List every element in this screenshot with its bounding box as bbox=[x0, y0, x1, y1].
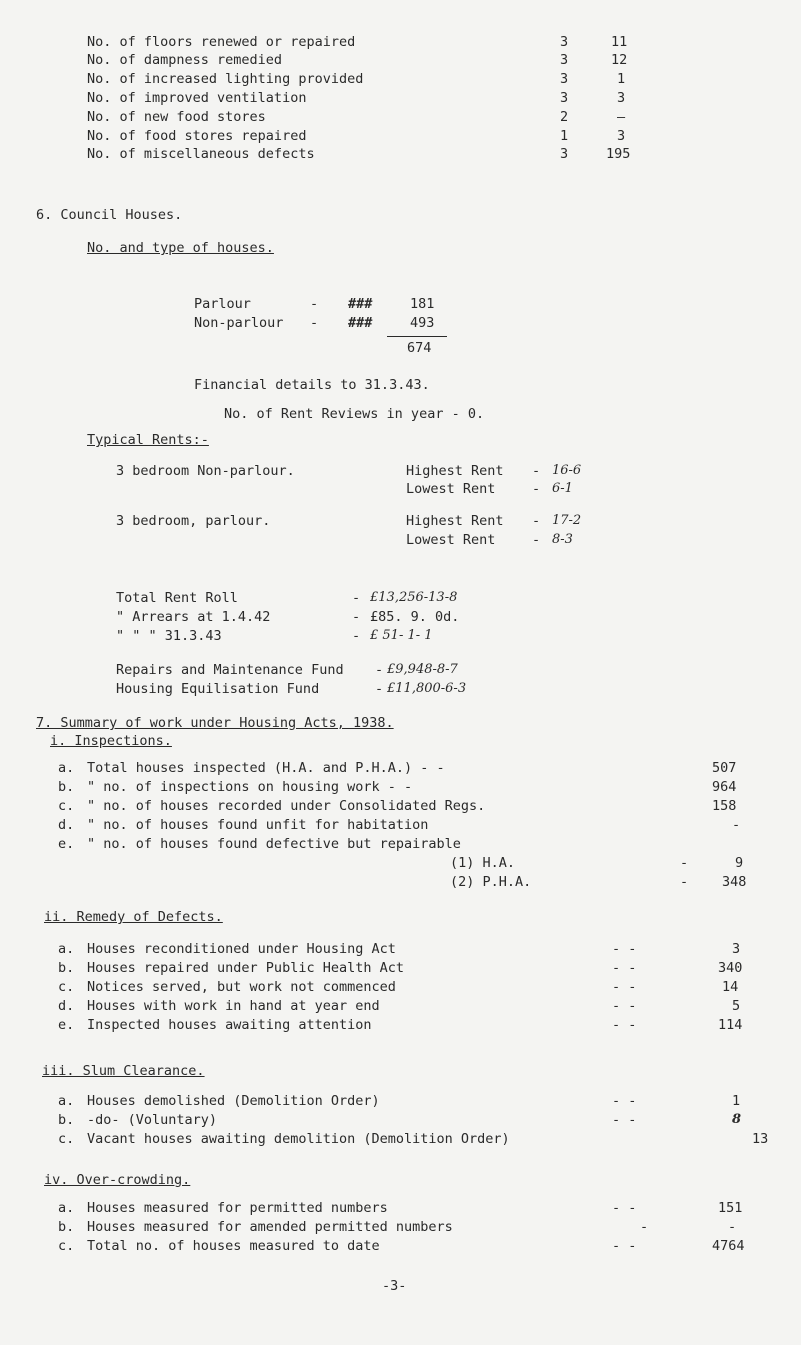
defects-label-7: No. of miscellaneous defects bbox=[87, 146, 315, 162]
remedy-value-d: 5 bbox=[732, 998, 741, 1014]
inspection-sub-1-dash: - bbox=[680, 855, 689, 871]
remedy-text-b: Houses repaired under Public Health Act bbox=[87, 960, 404, 976]
rent-high-label-2: Highest Rent bbox=[406, 513, 504, 529]
inspection-value-d: - bbox=[732, 817, 741, 833]
defects-value-b-6: 3 bbox=[617, 128, 626, 144]
section-6-heading: 6. Council Houses. bbox=[36, 207, 183, 223]
defects-value-a-2: 3 bbox=[560, 52, 569, 68]
rent-type-1: 3 bedroom Non-parlour. bbox=[116, 463, 295, 479]
rent-low-dash-1: - bbox=[532, 481, 541, 497]
rent-type-2: 3 bedroom, parlour. bbox=[116, 513, 271, 529]
arrears-2-value: £ 51- 1- 1 bbox=[370, 628, 433, 643]
overcrowding-dashes-b: - bbox=[640, 1219, 649, 1235]
inspection-text-e: " no. of houses found defective but repairable bbox=[87, 836, 461, 852]
inspection-letter-a: a. bbox=[58, 760, 75, 776]
remedy-letter-a: a. bbox=[58, 941, 75, 957]
arrears-2-dash: - bbox=[352, 628, 361, 644]
rent-low-value-1: 6-1 bbox=[552, 481, 573, 496]
parlour-struck-mark: ### bbox=[348, 296, 373, 312]
remedy-text-c: Notices served, but work not commenced bbox=[87, 979, 396, 995]
inspections-heading: i. Inspections. bbox=[50, 733, 172, 749]
inspection-text-c: " no. of houses recorded under Consolidated Regs. bbox=[87, 798, 486, 814]
arrears-1-dash: - bbox=[352, 609, 361, 625]
remedy-value-e: 114 bbox=[718, 1017, 743, 1033]
overcrowding-dashes-a: - - bbox=[612, 1200, 637, 1216]
slum-letter-b: b. bbox=[58, 1112, 75, 1128]
slum-text-b: -do- (Voluntary) bbox=[87, 1112, 218, 1128]
remedy-dashes-a: - - bbox=[612, 941, 637, 957]
repairs-fund-value: £9,948-8-7 bbox=[387, 662, 458, 677]
overcrowding-dashes-c: - - bbox=[612, 1238, 637, 1254]
defects-value-a-7: 3 bbox=[560, 146, 569, 162]
inspection-text-d: " no. of houses found unfit for habitation bbox=[87, 817, 429, 833]
remedy-value-b: 340 bbox=[718, 960, 743, 976]
arrears-2-label: " " " 31.3.43 bbox=[116, 628, 222, 644]
non-parlour-label: Non-parlour bbox=[194, 315, 284, 331]
non-parlour-dash: - bbox=[310, 315, 319, 331]
repairs-fund-dash: - bbox=[375, 662, 384, 678]
overcrowding-letter-b: b. bbox=[58, 1219, 75, 1235]
inspection-sub-2-value: 348 bbox=[722, 874, 747, 890]
overcrowding-value-c: 4764 bbox=[712, 1238, 745, 1254]
defects-label-6: No. of food stores repaired bbox=[87, 128, 307, 144]
defects-value-a-5: 2 bbox=[560, 109, 569, 125]
slum-value-b: 8 bbox=[732, 1112, 742, 1127]
arrears-1-label: " Arrears at 1.4.42 bbox=[116, 609, 271, 625]
rent-low-label-2: Lowest Rent bbox=[406, 532, 496, 548]
defects-label-5: No. of new food stores bbox=[87, 109, 266, 125]
rent-high-dash-1: - bbox=[532, 463, 541, 479]
remedy-letter-d: d. bbox=[58, 998, 75, 1014]
overcrowding-text-a: Houses measured for permitted numbers bbox=[87, 1200, 388, 1216]
non-parlour-count: 493 bbox=[410, 315, 435, 331]
rent-reviews: No. of Rent Reviews in year - 0. bbox=[224, 406, 485, 422]
remedy-letter-c: c. bbox=[58, 979, 75, 995]
parlour-label: Parlour bbox=[194, 296, 251, 312]
inspection-letter-b: b. bbox=[58, 779, 75, 795]
defects-label-3: No. of increased lighting provided bbox=[87, 71, 364, 87]
rent-high-value-1: 16-6 bbox=[552, 463, 582, 478]
remedy-text-a: Houses reconditioned under Housing Act bbox=[87, 941, 396, 957]
remedy-value-a: 3 bbox=[732, 941, 741, 957]
overcrowding-letter-a: a. bbox=[58, 1200, 75, 1216]
slum-dashes-a: - - bbox=[612, 1093, 637, 1109]
section-7-heading: 7. Summary of work under Housing Acts, 1938. bbox=[36, 715, 394, 731]
slum-text-c: Vacant houses awaiting demolition (Demolition Order) bbox=[87, 1131, 510, 1147]
inspection-text-b: " no. of inspections on housing work - - bbox=[87, 779, 413, 795]
defects-value-b-4: 3 bbox=[617, 90, 626, 106]
inspection-sub-1-value: 9 bbox=[735, 855, 744, 871]
houses-total: 674 bbox=[407, 340, 432, 356]
rent-high-value-2: 17-2 bbox=[552, 513, 582, 528]
overcrowding-heading: iv. Over-crowding. bbox=[44, 1172, 191, 1188]
defects-value-a-1: 3 bbox=[560, 34, 569, 50]
slum-text-a: Houses demolished (Demolition Order) bbox=[87, 1093, 380, 1109]
inspection-text-a: Total houses inspected (H.A. and P.H.A.) - - bbox=[87, 760, 445, 776]
remedy-dashes-b: - - bbox=[612, 960, 637, 976]
rent-low-label-1: Lowest Rent bbox=[406, 481, 496, 497]
arrears-1-value: £85. 9. 0d. bbox=[370, 609, 460, 625]
overcrowding-letter-c: c. bbox=[58, 1238, 75, 1254]
remedy-dashes-c: - - bbox=[612, 979, 637, 995]
inspection-letter-d: d. bbox=[58, 817, 75, 833]
inspection-letter-c: c. bbox=[58, 798, 75, 814]
parlour-count: 181 bbox=[410, 296, 435, 312]
defects-value-a-3: 3 bbox=[560, 71, 569, 87]
slum-value-c: 13 bbox=[752, 1131, 769, 1147]
defects-value-a-4: 3 bbox=[560, 90, 569, 106]
non-parlour-struck-mark: ### bbox=[348, 315, 373, 331]
rent-roll-value: £13,256-13-8 bbox=[370, 590, 458, 605]
inspection-sub-2-label: (2) P.H.A. bbox=[450, 874, 532, 890]
overcrowding-text-b: Houses measured for amended permitted numbers bbox=[87, 1219, 453, 1235]
page-number: -3- bbox=[382, 1278, 407, 1294]
defects-value-a-6: 1 bbox=[560, 128, 569, 144]
slum-clearance-heading: iii. Slum Clearance. bbox=[42, 1063, 205, 1079]
equalisation-fund-label: Housing Equilisation Fund bbox=[116, 681, 320, 697]
remedy-heading: ii. Remedy of Defects. bbox=[44, 909, 223, 925]
inspection-sub-1-label: (1) H.A. bbox=[450, 855, 516, 871]
defects-value-b-7: 195 bbox=[606, 146, 631, 162]
remedy-letter-b: b. bbox=[58, 960, 75, 976]
inspection-sub-2-dash: - bbox=[680, 874, 689, 890]
rent-high-dash-2: - bbox=[532, 513, 541, 529]
total-rule bbox=[387, 336, 447, 337]
inspection-value-b: 964 bbox=[712, 779, 737, 795]
inspection-letter-e: e. bbox=[58, 836, 75, 852]
parlour-dash: - bbox=[310, 296, 319, 312]
overcrowding-text-c: Total no. of houses measured to date bbox=[87, 1238, 380, 1254]
defects-label-4: No. of improved ventilation bbox=[87, 90, 307, 106]
financial-details: Financial details to 31.3.43. bbox=[194, 377, 430, 393]
rent-roll-dash: - bbox=[352, 590, 361, 606]
remedy-dashes-e: - - bbox=[612, 1017, 637, 1033]
rent-low-dash-2: - bbox=[532, 532, 541, 548]
slum-letter-c: c. bbox=[58, 1131, 75, 1147]
slum-value-a: 1 bbox=[732, 1093, 741, 1109]
slum-letter-a: a. bbox=[58, 1093, 75, 1109]
rent-high-label-1: Highest Rent bbox=[406, 463, 504, 479]
repairs-fund-label: Repairs and Maintenance Fund bbox=[116, 662, 344, 678]
remedy-value-c: 14 bbox=[722, 979, 739, 995]
rent-roll-label: Total Rent Roll bbox=[116, 590, 238, 606]
slum-dashes-b: - - bbox=[612, 1112, 637, 1128]
defects-value-b-1: 11 bbox=[611, 34, 628, 50]
defects-label-2: No. of dampness remedied bbox=[87, 52, 283, 68]
rent-low-value-2: 8-3 bbox=[552, 532, 573, 547]
typical-rents-heading: Typical Rents:- bbox=[87, 432, 209, 448]
defects-value-b-5: – bbox=[617, 109, 626, 125]
remedy-text-d: Houses with work in hand at year end bbox=[87, 998, 380, 1014]
equalisation-fund-value: £11,800-6-3 bbox=[387, 681, 467, 696]
remedy-text-e: Inspected houses awaiting attention bbox=[87, 1017, 372, 1033]
inspection-value-c: 158 bbox=[712, 798, 737, 814]
inspection-value-a: 507 bbox=[712, 760, 737, 776]
overcrowding-value-a: 151 bbox=[718, 1200, 743, 1216]
equalisation-fund-dash: - bbox=[375, 681, 384, 697]
defects-value-b-3: 1 bbox=[617, 71, 626, 87]
overcrowding-value-b: - bbox=[728, 1219, 737, 1235]
section-6-subheading: No. and type of houses. bbox=[87, 240, 274, 256]
remedy-letter-e: e. bbox=[58, 1017, 75, 1033]
defects-label-1: No. of floors renewed or repaired bbox=[87, 34, 356, 50]
remedy-dashes-d: - - bbox=[612, 998, 637, 1014]
defects-value-b-2: 12 bbox=[611, 52, 628, 68]
